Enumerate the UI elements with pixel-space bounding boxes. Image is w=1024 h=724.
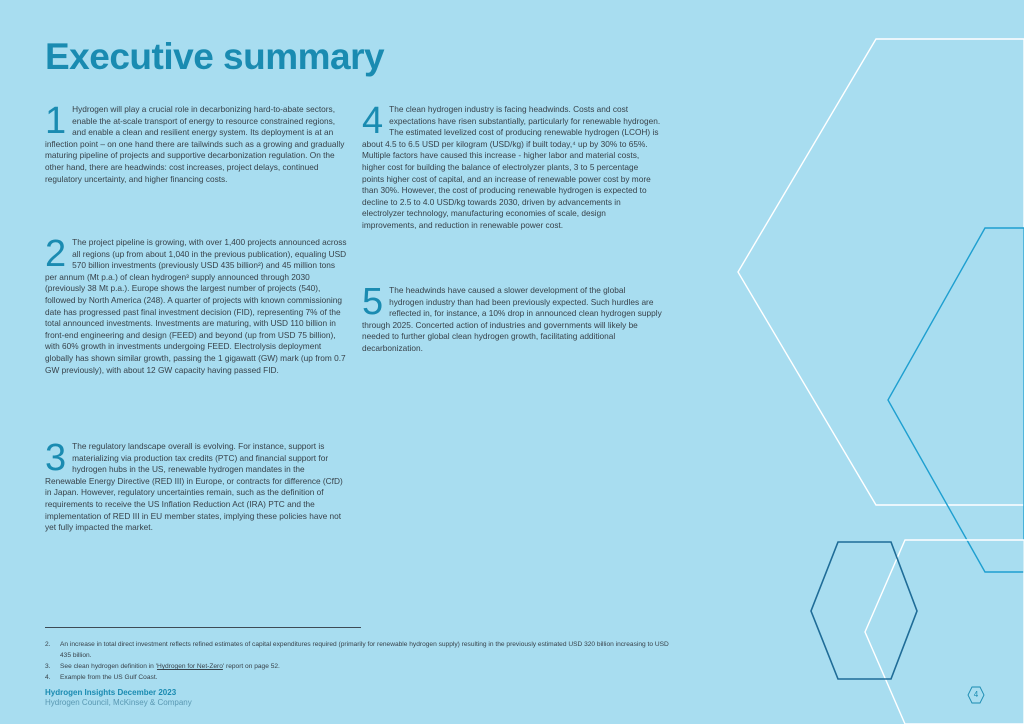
summary-point-2 bbox=[45, 233, 348, 376]
footnote-number: 4. bbox=[45, 674, 51, 681]
point-text: The clean hydrogen industry is facing headwinds. Costs and cost expectations have risen substantially, particularly for renewable hydrogen. The estimated levelized cost of producing renewable hydrogen (LCOH) is about 4.5 to 6.5 USD per kilogram (USD/kg) if built today,⁴ up by 30% to 65%. Multiple factors have caused this increase - higher labor and material costs, higher cost for building the balance of electrolyzer plants, 3 to 5 percentage points higher cost of capital, and an increase of renewable power cost by more than 30%. However, the cost of producing renewable hydrogen is expected to decline to 2.5 to 4.0 USD/kg towards 2030, driven by advancements in electrolyzer technology, manufacturing economies of scale, design improvements, and reduction in renewable power cost. bbox=[362, 104, 661, 230]
report-link[interactable]: Hydrogen for Net-Zero bbox=[156, 663, 223, 670]
point-number: 3 bbox=[45, 437, 67, 479]
footnote-4 bbox=[45, 672, 675, 683]
footnote-3 bbox=[45, 661, 675, 672]
page-footer bbox=[45, 688, 192, 708]
footnote-divider bbox=[45, 627, 361, 628]
point-text: The project pipeline is growing, with over 1,400 projects announced across all regions (up from about 1,040 in the previous publication), equaling USD 570 billion investments (previously USD 435 billion²) and 45 million tons per annum (Mt p.a.) of clean hydrogen³ supply announced through 2030 (previously 38 Mt p.a.). Europe shows the largest number of projects (540), followed by North America (248). A quarter of projects with known commissioning date has progressed past final investment decision (FID), representing 7% of the total announced investments. Investments are maturing, with USD 110 billion in front-end engineering and design (FEED) and beyond (up from USD 75 billion), with 60% growth in investments undergoing FEED. Electrolysis deployment globally has shown similar growth, passing the 1 gigawatt (GW) mark (up from 0.7 GW previously), with about 12 GW capacity having passed FID. bbox=[45, 237, 347, 375]
white-outline-hexagon-bottom bbox=[865, 540, 1024, 724]
footnote-text-after: ' report on page 52. bbox=[222, 663, 280, 670]
footnote-text: Example from the US Gulf Coast. bbox=[60, 674, 158, 681]
summary-point-1 bbox=[45, 100, 348, 185]
page-title: Executive summary bbox=[45, 36, 385, 77]
footnote-2 bbox=[45, 639, 675, 661]
publication-title: Hydrogen Insights December 2023 bbox=[45, 688, 177, 697]
footnote-text-before: See clean hydrogen definition in ' bbox=[60, 663, 157, 670]
summary-point-3 bbox=[45, 437, 348, 534]
summary-point-4 bbox=[362, 100, 662, 232]
dark-blue-hexagon-small bbox=[811, 542, 917, 679]
footnote-number: 3. bbox=[45, 663, 51, 670]
point-number: 4 bbox=[362, 100, 384, 142]
point-text: The headwinds have caused a slower development of the global hydrogen industry than had been previously expected. Such hurdles are reflected in, for instance, a 10% drop in announced clean hydrogen supply through 2025. Concerted action of industries and governments will likely be needed to further global clean hydrogen growth, facilitating additional decarbonization. bbox=[362, 285, 662, 353]
point-number: 2 bbox=[45, 233, 67, 275]
large-white-hexagon bbox=[738, 39, 1024, 505]
page-number-badge bbox=[967, 686, 985, 704]
blue-outline-hexagon-right bbox=[888, 228, 1024, 572]
point-text: Hydrogen will play a crucial role in decarbonizing hard-to-abate sectors, enable the at-scale transport of energy to resource constrained regions, and enable a clean and resilient energy system. Its deployment is at an inflection point – on one hand there are tailwinds such as a growing and gradually maturing pipeline of projects and supportive decarbonization regulation. On the other hand, there are headwinds: cost increases, project delays, continued regulatory uncertainty, and higher financing costs. bbox=[45, 104, 345, 184]
point-number: 5 bbox=[362, 281, 384, 323]
footnote-number: 2. bbox=[45, 641, 51, 648]
point-number: 1 bbox=[45, 100, 67, 142]
page-number: 4 bbox=[973, 690, 979, 699]
summary-point-5 bbox=[362, 281, 662, 355]
footnote-text: An increase in total direct investment reflects refined estimates of capital expenditures required (primarily for renewable hydrogen supply) resulting in the previously estimated USD 320 billion increasing to USD 435 billion. bbox=[60, 641, 669, 659]
footnotes bbox=[45, 639, 675, 683]
publisher-organizations: Hydrogen Council, McKinsey & Company bbox=[45, 698, 192, 707]
point-text: The regulatory landscape overall is evolving. For instance, support is materializing via production tax credits (PTC) and financial support for hydrogen hubs in the US, renewable hydrogen mandates in the Renewable Energy Directive (RED III) in Europe, or contracts for difference (CfD) in Japan. However, regulatory uncertainties remain, such as the definition of requirements to receive the US Inflation Reduction Act (IRA) PTC and the implementation of RED III in EU member states, implying these policies have not yet fully impacted the market. bbox=[45, 441, 343, 533]
